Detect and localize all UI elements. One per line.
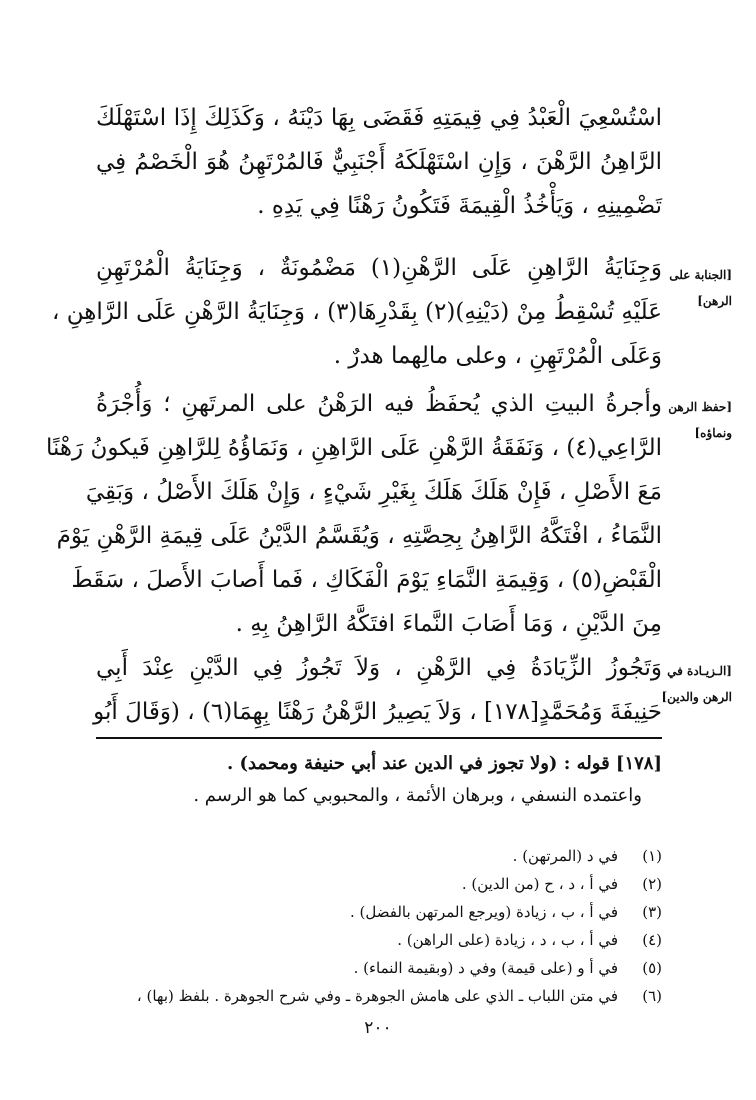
footnote xyxy=(96,926,662,954)
text-line: مَعَ الأَصْلِ ، فَإِنْ هَلَكَ هَلَكَ بِغَيْرِ شَيْءٍ ، وَإِنْ هَلَكَ الأَصْلُ ، وَبَقِيَ xyxy=(85,479,662,505)
footnote-number: (٤) xyxy=(642,931,662,949)
footnote-text: في أ ، ب ، زيادة (ويرجع المرتهن بالفضل) . xyxy=(350,903,618,921)
footnote-text: في أ ، د ، ح (من الدين) . xyxy=(461,875,618,893)
footnote-separator xyxy=(96,737,662,739)
text-line: وأجرةُ البيتِ الذي يُحفَظُ فيه الرَهْنُ على المرتَهنِ ؛ وَأُجْرَةُ xyxy=(96,391,662,417)
footnote xyxy=(96,870,662,898)
margin-heading-pledge-increase: [الـزيـادة في الرهن والدين] xyxy=(661,664,732,704)
footnote xyxy=(96,982,662,1010)
paragraph-1 xyxy=(96,96,662,228)
commentary-body: واعتمده النسفي ، وبرهان الأئمة ، والمحبوبي كما هو الرسم . xyxy=(193,785,642,806)
footnote xyxy=(96,898,662,926)
text-line: عَلَيْهِ تُسْقِطُ مِنْ (دَيْنِهِ)(٢) بِقَدْرِهَا(٣) ، وَجِنَايَةُ الرَّهْنِ عَلَى الرَّاهِنِ ، xyxy=(52,299,662,325)
text-line: الْقَبْضِ(٥) ، وَقِيمَةِ النَّمَاءِ يَوْمَ الْفَكَاكِ ، فَما أَصابَ الأَصلَ ، سَقَطَ xyxy=(71,567,662,593)
footnote-number: (٥) xyxy=(642,959,662,977)
margin-heading-pledge-keeping: [حفظ الرهن ونماؤه] xyxy=(668,400,732,440)
commentary-note xyxy=(96,748,662,812)
commentary-heading: [١٧٨] قوله : (ولا تجوز في الدين عند أبي حنيفة ومحمد) . xyxy=(227,753,662,774)
footnote-text: في أ و (على قيمة) وفي د (وبقيمة النماء) . xyxy=(353,959,618,977)
text-line: حَنِيفَةَ وَمُحَمَّدٍ[١٧٨] ، وَلاَ يَصِيرُ الرَّهْنُ رَهْنًا بِهِمَا(٦) ، (وَقَالَ أَبُو xyxy=(93,699,662,725)
text-line: الرَّاهِنُ الرَّهْنَ ، وَإِنِ اسْتَهْلَكَهُ أَجْنَبِيٌّ فَالمُرْتَهِنُ هُوَ الْخَصْمُ فِي xyxy=(96,149,662,175)
text-line: النَّمَاءُ ، افْتَكَّهُ الرَّاهِنُ بِحِصَّتِهِ ، وَيُقَسَّمُ الدَّيْنُ عَلَى قِيمَةِ الرَّهْنِ يَوْمَ xyxy=(56,523,662,549)
paragraph-4 xyxy=(93,646,662,734)
margin-heading-pledge-damage: [الجنابة على الرهن] xyxy=(669,268,732,308)
footnote-number: (٣) xyxy=(642,903,662,921)
text-line: وَجِنَايَةُ الرَّاهِنِ عَلَى الرَّهْنِ(١) مَضْمُونَةٌ ، وَجِنَايَةُ الْمُرْتَهِنِ xyxy=(96,255,663,281)
page-number: ٢٠٠ xyxy=(364,1018,392,1038)
footnote-text: في متن اللباب ـ الذي على هامش الجوهرة ـ وفي شرح الجوهرة . بلفظ (بها) ، xyxy=(136,987,618,1005)
text-line: مِنَ الدَّيْنِ ، وَمَا أَصَابَ النَّماءَ افتَكَّهُ الرَّاهِنُ بِهِ . xyxy=(235,611,662,637)
text-line: تَضْمِينِهِ ، وَيَأْخُذُ الْقِيمَةَ فَتَكُونُ رَهْنًا فِي يَدِهِ . xyxy=(257,193,662,219)
text-line: اسْتُسْعِيَ الْعَبْدُ فِي قِيمَتِهِ فَقَضَى بِهَا دَيْنَهُ ، وَكَذَلِكَ إِذَا اسْتَهْلَكَ xyxy=(96,105,662,131)
footnote-text: في د (المرتهن) . xyxy=(512,847,618,865)
footnote-number: (٢) xyxy=(642,875,662,893)
footnote-text: في أ ، ب ، د ، زيادة (على الراهن) . xyxy=(397,931,618,949)
footnotes xyxy=(96,842,662,1010)
paragraph-3 xyxy=(45,382,662,646)
footnote-number: (٦) xyxy=(642,987,662,1005)
footnote-number: (١) xyxy=(642,847,662,865)
text-line: وَتَجُوزُ الزِّيَادَةُ فِي الرَّهْنِ ، وَلاَ تَجُوزُ فِي الدَّيْنِ عِنْدَ أَبِي xyxy=(96,655,662,681)
paragraph-2 xyxy=(52,246,663,378)
text-line: وَعَلَى الْمُرْتَهِنِ ، وعلى مالِهما هدرٌ . xyxy=(333,343,662,369)
text-line: الرَّاعِي(٤) ، وَنَفَقَةُ الرَّهْنِ عَلَى الرَّاهِنِ ، وَنَمَاؤُهُ لِلرَّاهِنِ فَيكونُ رَهْنًا xyxy=(45,435,662,461)
footnote xyxy=(96,954,662,982)
footnote xyxy=(96,842,662,870)
